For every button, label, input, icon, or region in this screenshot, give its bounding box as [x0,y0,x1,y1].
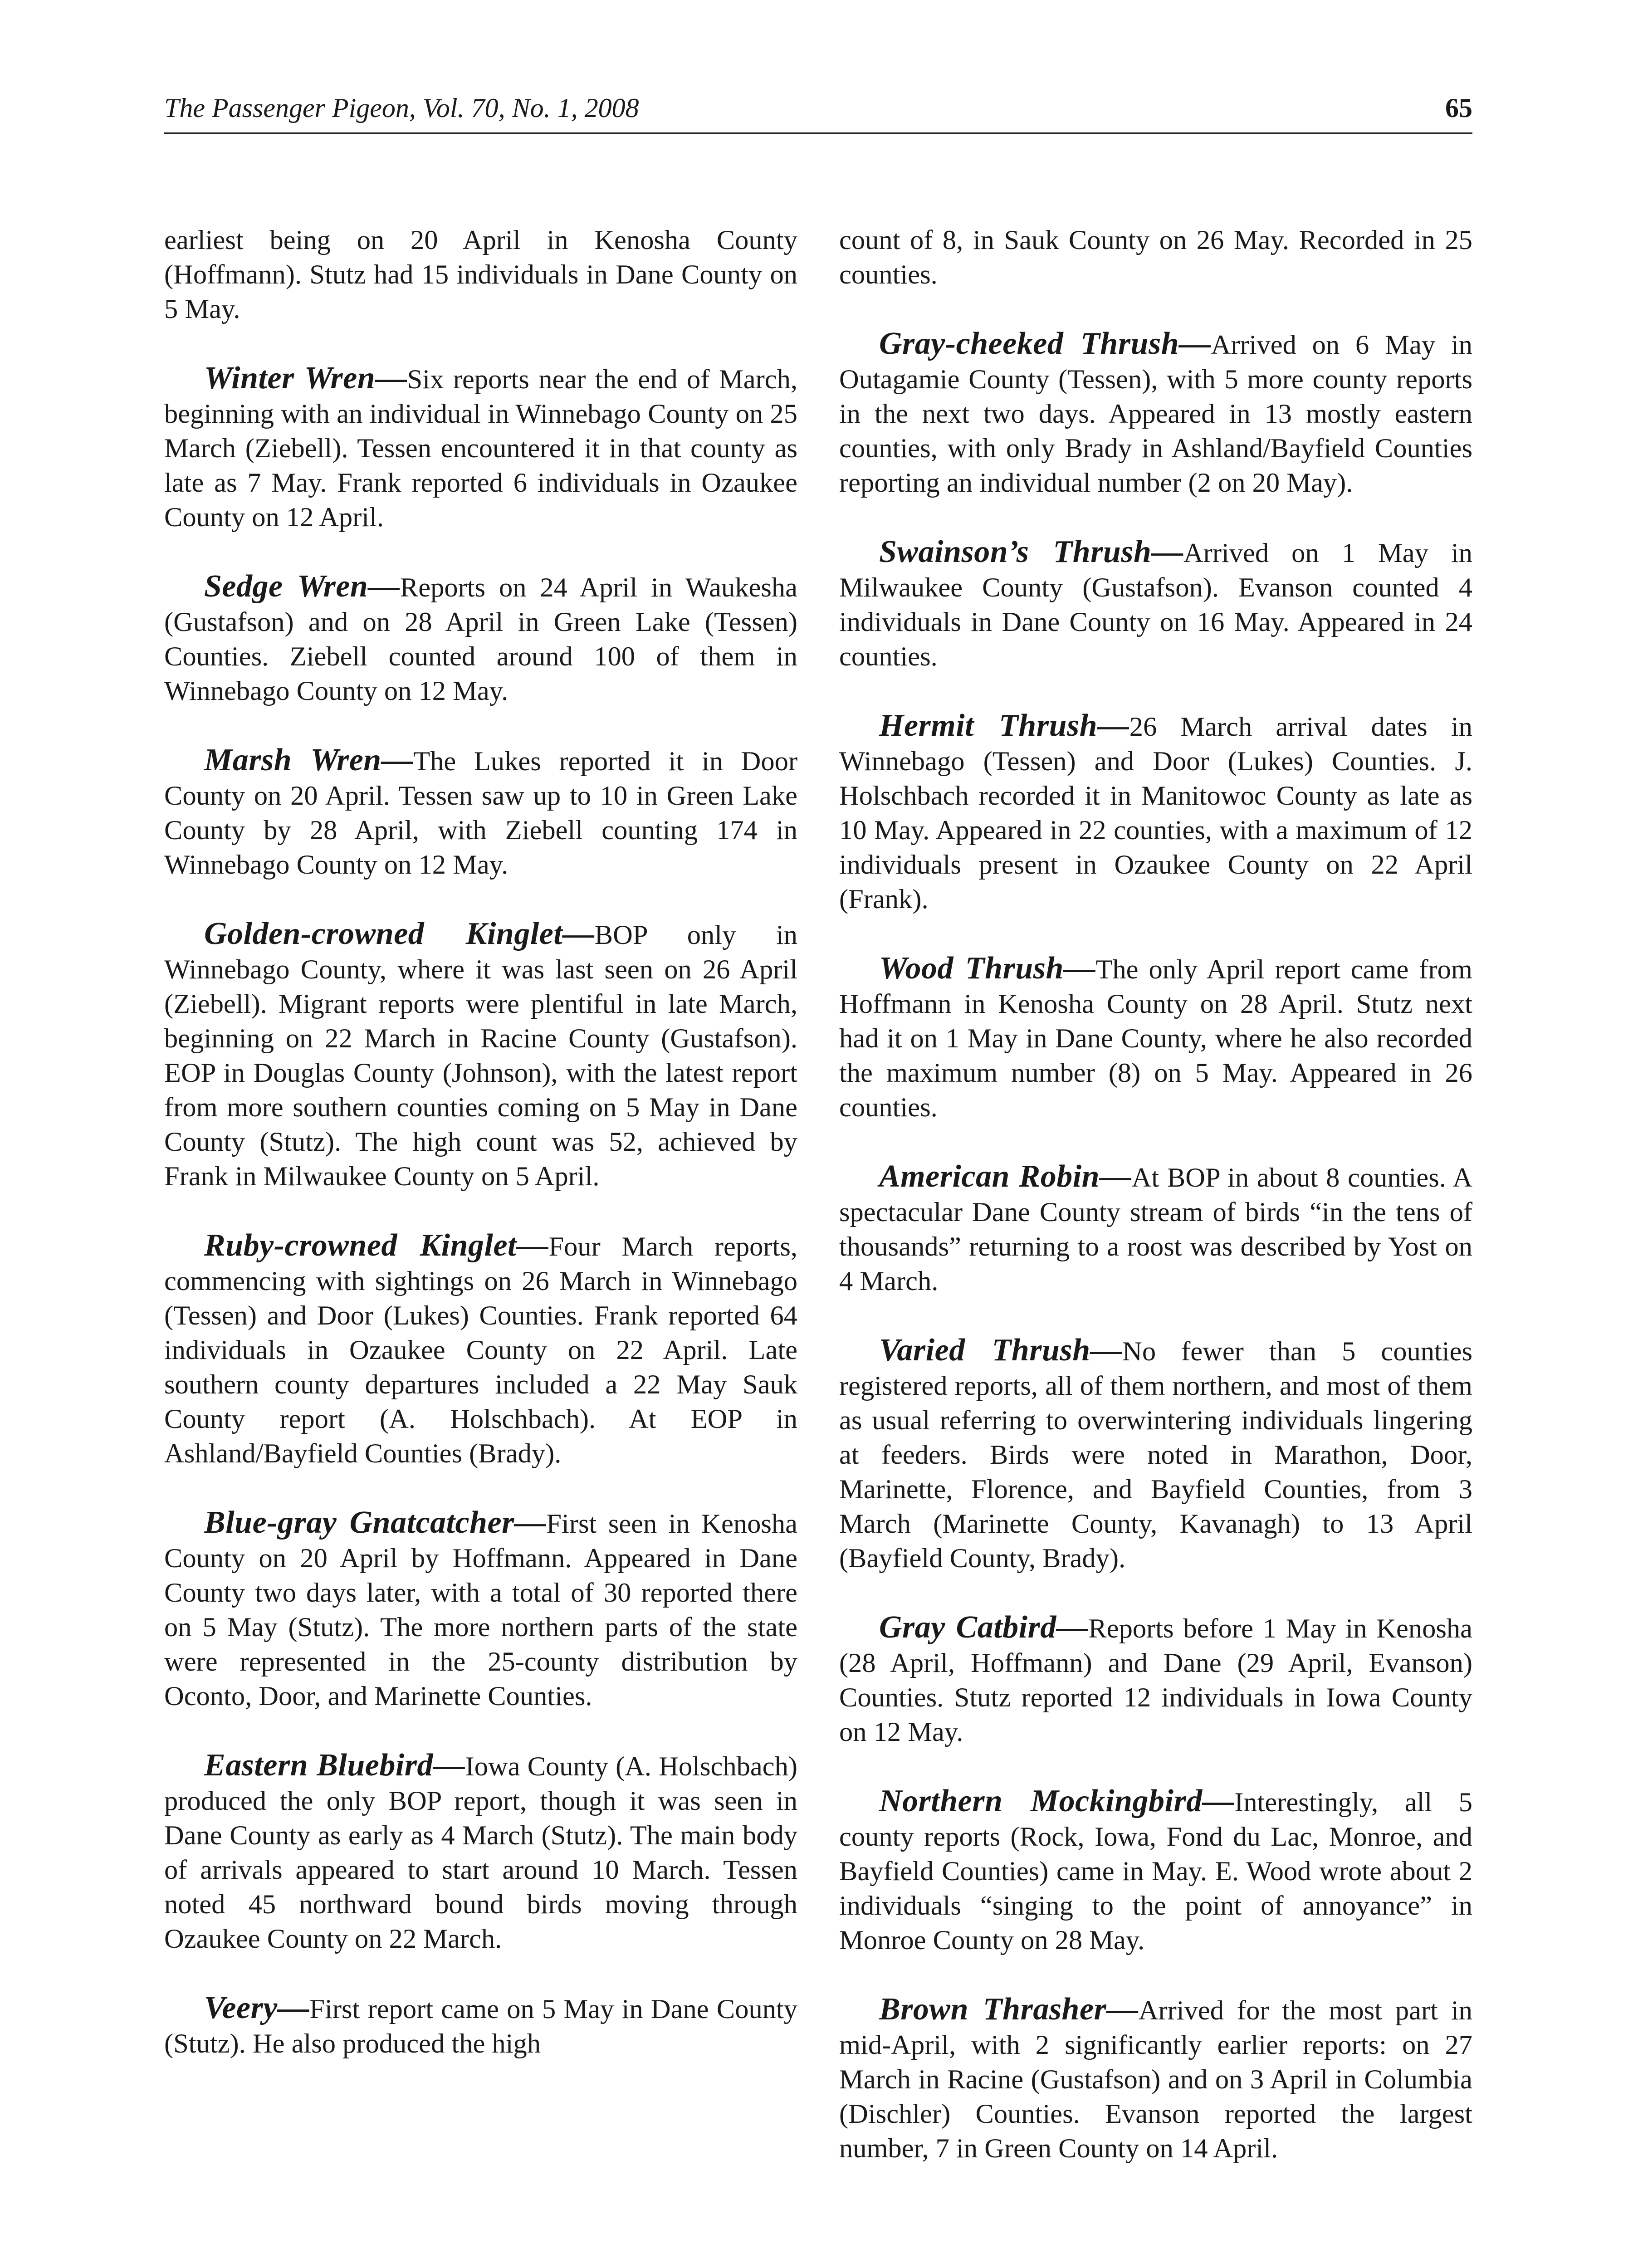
species-text: Arrived on 6 May in Outagamie County (Tessen), with 5 more county reports in the next two days. Appeared in 13 mostly eastern counties, with only Brady in Ashland/Bayfield Counties reporting an individual number (2 on 20 May). [839,330,1472,498]
species-name: Swainson’s Thrush— [879,534,1183,569]
species-entry-veery [164,1991,797,2061]
species-text: First report came on 5 May in Dane County (Stutz). He also produced the high [164,1994,797,2059]
species-name: Varied Thrush— [879,1333,1123,1368]
species-name: Wood Thrush— [879,951,1096,986]
species-name: Eastern Bluebird— [204,1748,465,1783]
species-entry-varied-thrush [839,1333,1472,1576]
species-text: Four March reports, commencing with sightings on 26 March in Winnebago (Tessen) and Door (Lukes) Counties. Frank reported 64 individuals in Ozaukee County on 22 April. Late southern county departures included a 22 May Sauk County report (A. Holschbach). At EOP in Ashland/Bayfield Counties (Brady). [164,1232,797,1469]
species-text: Six reports near the end of March, beginning with an individual in Winnebago County on 25 March (Ziebell). Tessen encountered it in that county as late as 7 May. Frank reported 6 individuals in Ozaukee County on 12 April. [164,364,797,533]
species-name: American Robin— [879,1159,1132,1194]
species-entry-wood-thrush [839,951,1472,1125]
species-text: At BOP in about 8 counties. A spectacular Dane County stream of birds “in the tens of thousands” returning to a roost was described by Yost on 4 March. [839,1163,1473,1296]
species-entry-ruby-crowned-kinglet [164,1228,797,1471]
species-text: The only April report came from Hoffmann in Kenosha County on 28 April. Stutz next had it on 1 May in Dane County, where he also recorded the maximum number (8) on 5 May. Appeared in 26 counties. [839,954,1472,1123]
species-text: Interestingly, all 5 county reports (Rock, Iowa, Fond du Lac, Monroe, and Bayfield Counties) came in May. E. Wood wrote about 2 individuals “singing to the point of annoyance” in Monroe County on 28 May. [839,1787,1472,1955]
species-name: Ruby-crowned Kinglet— [204,1228,549,1263]
species-name: Golden-crowned Kinglet— [204,916,595,951]
species-text: First seen in Kenosha County on 20 April by Hoffmann. Appeared in Dane County two days later, with a total of 30 reported there on 5 May (Stutz). The more northern parts of the state were represented in the 25-county distribution by Oconto, Door, and Marinette Counties. [164,1509,797,1711]
species-name: Veery— [204,1990,310,2025]
page-number: 65 [1445,93,1472,123]
species-text: Arrived for the most part in mid-April, with 2 significantly earlier reports: on 27 March in Racine (Gustafson) and on 3 April in Columbia (Dischler) Counties. Evanson reported the largest number, 7 in Green County on 14 April. [839,1995,1472,2164]
species-entry-sedge-wren [164,569,797,709]
species-text: Reports before 1 May in Kenosha (28 April, Hoffmann) and Dane (29 April, Evanson) Counties. Stutz reported 12 individuals in Iowa County on 12 May. [839,1613,1472,1747]
species-entry-winter-wren [164,361,797,535]
species-entry-swainsons-thrush [839,535,1472,674]
species-text: 26 March arrival dates in Winnebago (Tessen) and Door (Lukes) Counties. J. Holschbach recorded it in Manitowoc County as late as 10 May. Appeared in 22 counties, with a maximum of 12 individuals present in Ozaukee County on 22 April (Frank). [839,712,1472,914]
species-name: Hermit Thrush— [879,708,1129,743]
species-text: The Lukes reported it in Door County on 20 April. Tessen saw up to 10 in Green Lake County by 28 April, with Ziebell counting 174 in Winnebago County on 12 May. [164,746,797,880]
species-text: BOP only in Winnebago County, where it was last seen on 26 April (Ziebell). Migrant reports were plentiful in late March, beginning on 22 March in Racine County (Gustafson). EOP in Douglas County (Johnson), with the latest report from more southern counties coming on 5 May in Dane County (Stutz). The high count was 52, achieved by Frank in Milwaukee County on 5 April. [164,920,797,1192]
species-entry-gray-cheeked-thrush [839,327,1472,500]
continuation-paragraph: earliest being on 20 April in Kenosha County (Hoffmann). Stutz had 15 individuals in Dane County on 5 May. [164,225,797,324]
species-entry-blue-gray-gnatcatcher [164,1505,797,1714]
species-entry-marsh-wren [164,743,797,882]
species-entry-hermit-thrush [839,709,1472,917]
running-header [164,89,1472,134]
species-text: Arrived on 1 May in Milwaukee County (Gustafson). Evanson counted 4 individuals in Dane County on 16 May. Appeared in 24 counties. [839,538,1472,672]
species-text: Reports on 24 April in Waukesha (Gustafson) and on 28 April in Green Lake (Tessen) Counties. Ziebell counted around 100 of them in Winnebago County on 12 May. [164,572,798,706]
species-name: Gray Catbird— [879,1610,1089,1645]
species-name: Gray-cheeked Thrush— [879,326,1211,361]
species-text: Iowa County (A. Holschbach) produced the only BOP report, though it was seen in Dane County as early as 4 March (Stutz). The main body of arrivals appeared to start around 10 March. Tessen noted 45 northward bound birds moving through Ozaukee County on 22 March. [164,1751,797,1954]
species-name: Sedge Wren— [204,569,400,604]
species-entry-northern-mockingbird [839,1784,1472,1958]
journal-title: The Passenger Pigeon, Vol. 70, No. 1, 2008 [164,93,639,123]
species-name: Marsh Wren— [204,743,414,777]
species-entry-gray-catbird [839,1610,1472,1750]
right-column [839,223,1472,2200]
species-entry-golden-crowned-kinglet [164,917,797,1194]
species-entry-american-robin [839,1159,1472,1299]
species-entry-brown-thrasher [839,1992,1472,2166]
species-name: Blue-gray Gnatcatcher— [204,1505,547,1540]
species-name: Brown Thrasher— [879,1992,1139,2027]
continuation-paragraph: count of 8, in Sauk County on 26 May. Recorded in 25 counties. [839,225,1472,290]
species-name: Northern Mockingbird— [879,1784,1235,1818]
species-entry-eastern-bluebird [164,1748,797,1956]
species-text: No fewer than 5 counties registered reports, all of them northern, and most of them as usual referring to overwintering individuals lingering at feeders. Birds were noted in Marathon, Door, Marinette, Florence, and Bayfield Counties, from 3 March (Marinette County, Kavanagh) to 13 April (Bayfield County, Brady). [839,1336,1472,1574]
left-column [164,223,797,2096]
species-name: Winter Wren— [204,361,407,396]
